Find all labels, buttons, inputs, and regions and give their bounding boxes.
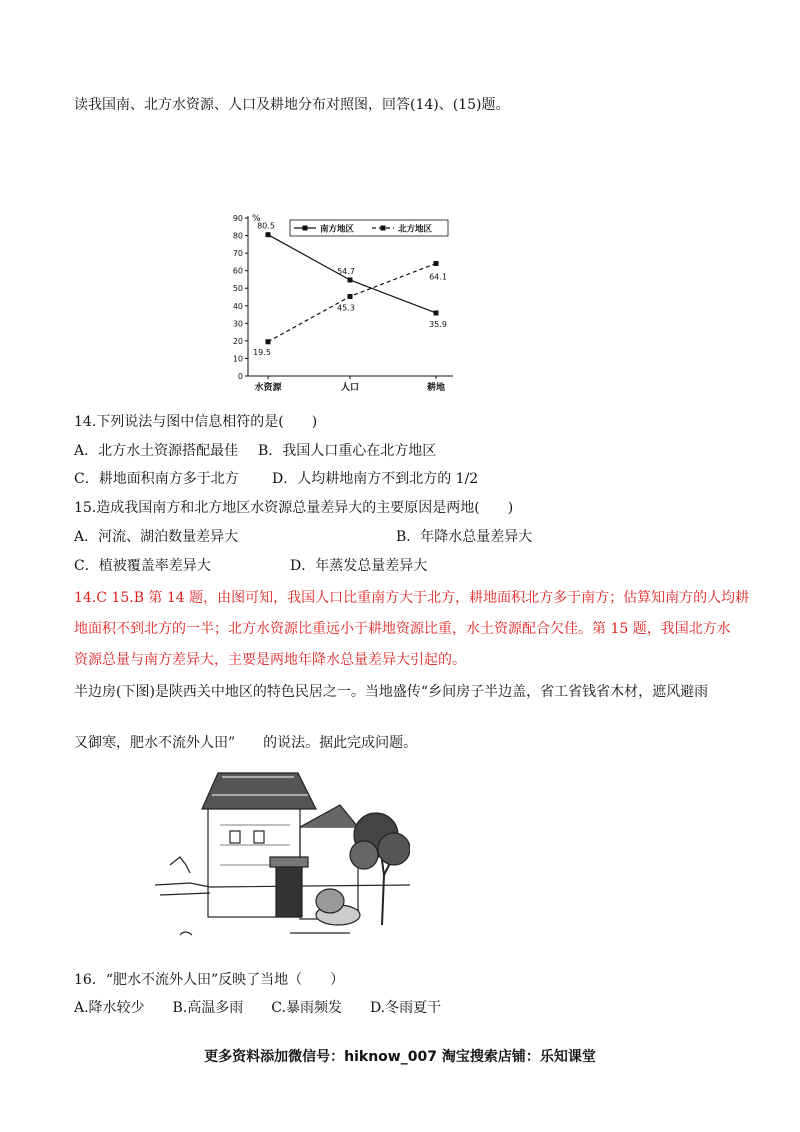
y-tick-label: 0: [237, 372, 243, 381]
y-axis-unit: %: [252, 214, 261, 224]
y-tick-label: 90: [232, 214, 243, 223]
passage-line-1: 半边房(下图)是陕西关中地区的特色民居之一。当地盛传“乡间房子半边盖，省工省钱省木材，遮风避雨: [74, 684, 709, 700]
data-point: [266, 232, 271, 237]
chart-legend: [290, 220, 448, 236]
series-points: [266, 232, 439, 344]
x-tick-label: 耕地: [426, 383, 446, 393]
passage-line-2: 又御寒，肥水不流外人田” 的说法。据此完成问题。: [74, 735, 418, 751]
answer-line-1: 14.C 15.B 第 14 题，由图可知，我国人口比重南方大于北方，耕地面积北方多于南方；估算知南方的人均耕: [74, 590, 750, 606]
data-point: [266, 339, 271, 344]
data-label: 35.9: [429, 319, 447, 329]
data-point: [434, 310, 439, 315]
q15-option-d[interactable]: D．年蒸发总量差异大: [290, 558, 428, 574]
intro-text: 读我国南、北方水资源、人口及耕地分布对照图，回答(14)、(15)题。: [74, 97, 510, 113]
legend-label: 北方地区: [398, 224, 433, 235]
data-label: 54.7: [337, 266, 355, 276]
y-tick-label: 20: [232, 336, 243, 346]
x-tick-label: 水资源: [254, 383, 282, 393]
series-lines: [268, 235, 436, 342]
data-point: [434, 261, 439, 266]
y-tick-label: 10: [232, 354, 243, 364]
line-chart: [228, 208, 458, 400]
q16-options[interactable]: A.降水较少 B.高温多雨 C.暴雨频发 D.冬雨夏干: [74, 1000, 442, 1016]
y-tick-label: 30: [232, 319, 243, 329]
y-tick-label: 60: [232, 266, 243, 276]
q14-option-c[interactable]: C．耕地面积南方多于北方: [74, 471, 239, 487]
data-label: 19.5: [253, 347, 271, 357]
q15-option-c[interactable]: C．植被覆盖率差异大: [74, 558, 211, 574]
legend-marker: [381, 226, 386, 231]
footer-text: 更多资料添加微信号：hiknow_007 淘宝搜索店铺：乐知课堂: [204, 1049, 596, 1065]
data-label: 64.1: [429, 272, 447, 282]
y-tick-label: 40: [232, 301, 243, 311]
q14-option-a[interactable]: A．北方水土资源搭配最佳: [74, 443, 239, 459]
q14-stem: 14.下列说法与图中信息相符的是( ): [74, 414, 318, 430]
q16-stem: 16．“肥水不流外人田”反映了当地（ ）: [74, 972, 345, 988]
answer-line-2: 地面积不到北方的一半；北方水资源比重远小于耕地资源比重，水土资源配合欠佳。第 15 题，我国北方水: [74, 621, 731, 637]
x-tick-label: 人口: [340, 383, 360, 393]
legend-marker: [303, 226, 308, 231]
data-point: [348, 277, 353, 282]
legend-label: 南方地区: [320, 224, 355, 235]
data-label: 80.5: [257, 221, 275, 231]
y-tick-label: 50: [232, 284, 243, 294]
q15-option-b[interactable]: B．年降水总量差异大: [396, 529, 533, 545]
q15-option-a[interactable]: A．河流、湖泊数量差异大: [74, 529, 239, 545]
q15-stem: 15.造成我国南方和北方地区水资源总量差异大的主要原因是两地( ): [74, 500, 514, 516]
x-tick-labels: [254, 381, 445, 393]
y-tick-label: 70: [232, 249, 243, 259]
data-label: 45.3: [337, 303, 355, 313]
q14-option-b[interactable]: B．我国人口重心在北方地区: [258, 443, 437, 459]
y-tick-label: 80: [232, 231, 243, 241]
q14-option-d[interactable]: D．人均耕地南方不到北方的 1/2: [272, 471, 479, 487]
data-point: [348, 294, 353, 299]
answer-line-3: 资源总量与南方差异大，主要是两地年降水总量差异大引起的。: [74, 652, 466, 668]
half-house-illustration: [150, 765, 410, 945]
y-tick-labels: [233, 214, 243, 381]
